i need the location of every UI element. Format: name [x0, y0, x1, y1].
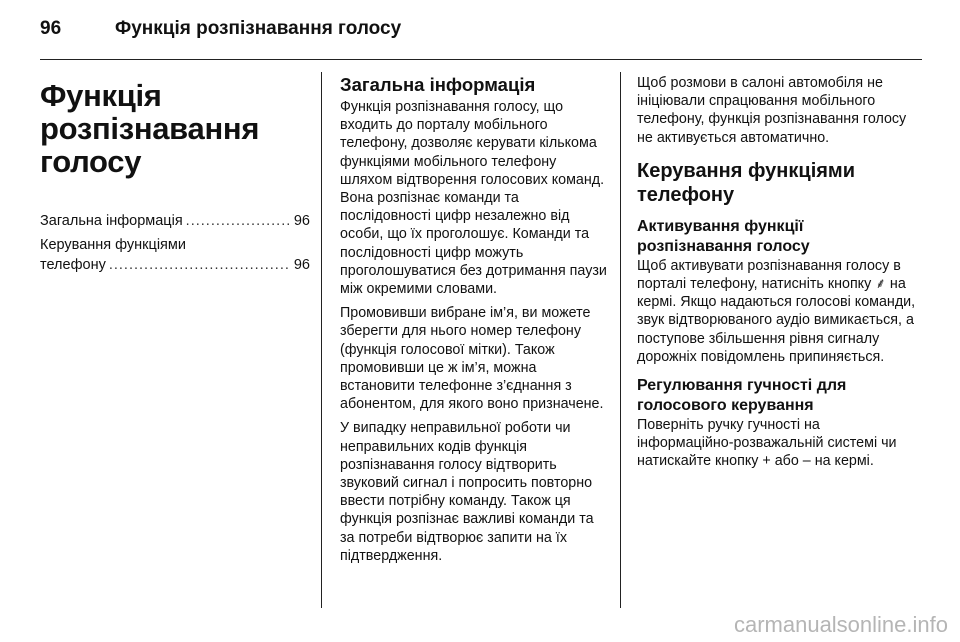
paragraph: Функція розпізнавання голосу, що входить до порталу мобільного телефону, дозволяє керувати кількома функціями мобільного телефону шляхом відтворення голосових команд. Вона розпізнає команди та послідовності цифр незалежно від особи, що їх проголошує. Команди та послідовності цифр можуть проголошуватися без дотримання паузи між окремими словами.	[340, 99, 607, 298]
toc-label: телефону	[40, 257, 106, 273]
heading-line: Регулювання гучності для	[637, 377, 847, 395]
chapter-title	[40, 79, 310, 178]
heading-line: голосового керування	[637, 397, 814, 415]
heading-line: Активування функції	[637, 217, 804, 235]
watermark: carmanualsonline.info	[733, 612, 948, 637]
heading-line: розпізнавання голосу	[637, 237, 810, 255]
column-divider	[321, 72, 322, 608]
page-number: 96	[40, 18, 62, 39]
right-column	[637, 74, 917, 477]
toc-page: 96	[293, 257, 310, 273]
column-divider	[620, 72, 621, 608]
subsection-heading	[637, 376, 917, 416]
toc-leader	[186, 211, 291, 231]
paragraph: Поверніть ручку гучності на інформаційно-розважальній системі чи натискайте кнопку + або – на кермі.	[637, 417, 897, 470]
toc-page: 96	[293, 213, 310, 229]
toc-label: Загальна інформація	[40, 213, 183, 229]
subsection-heading	[637, 217, 917, 257]
left-column	[40, 74, 310, 279]
chapter-title-line: розпізнавання	[40, 111, 260, 146]
paragraph: Промовивши вибране ім’я, ви можете зберегти для нього номер телефону (функція голосової мітки). Також промовивши це ж ім’я, можна встановити телефонне з’єднання з абонентом, для якого воно призначене.	[340, 305, 604, 413]
heading-line: Керування функціями	[637, 159, 856, 182]
chapter-title-line: Функція	[40, 78, 162, 113]
section-heading	[637, 159, 917, 207]
section-heading: Загальна інформація	[340, 74, 536, 95]
paragraph: Щоб розмови в салоні автомобіля не ініціювали спрацювання мобільного телефону, функція розпізнавання голосу не активується автоматично.	[637, 75, 907, 146]
header-divider	[40, 59, 922, 60]
table-of-contents	[40, 211, 310, 275]
toc-entry[interactable]	[40, 211, 310, 231]
heading-line: телефону	[637, 183, 735, 206]
toc-leader	[109, 255, 291, 275]
paragraph: У випадку неправильної роботи чи неправильних кодів функція розпізнавання голосу відтворить звуковий сигнал і попросить повторно ввести потрібну команду. Також ця функція розпізнає важливі команди та за потреби відтворює запити на їх підтвердження.	[340, 420, 594, 564]
paragraph: Щоб активувати розпізнавання голосу в порталі телефону, натисніть кнопку ⸙ на кермі. Якщо надаються голосові команди, звук відтворюваного аудіо вимикається, а поступове збільшення рівня сигналу дорожніх повідомлень припиняється.	[637, 257, 916, 365]
toc-entry[interactable]	[40, 235, 310, 275]
middle-column	[340, 74, 610, 571]
toc-label: Керування функціями	[40, 237, 186, 253]
running-title: Функція розпізнавання голосу	[115, 18, 402, 39]
chapter-title-line: голосу	[40, 144, 142, 179]
